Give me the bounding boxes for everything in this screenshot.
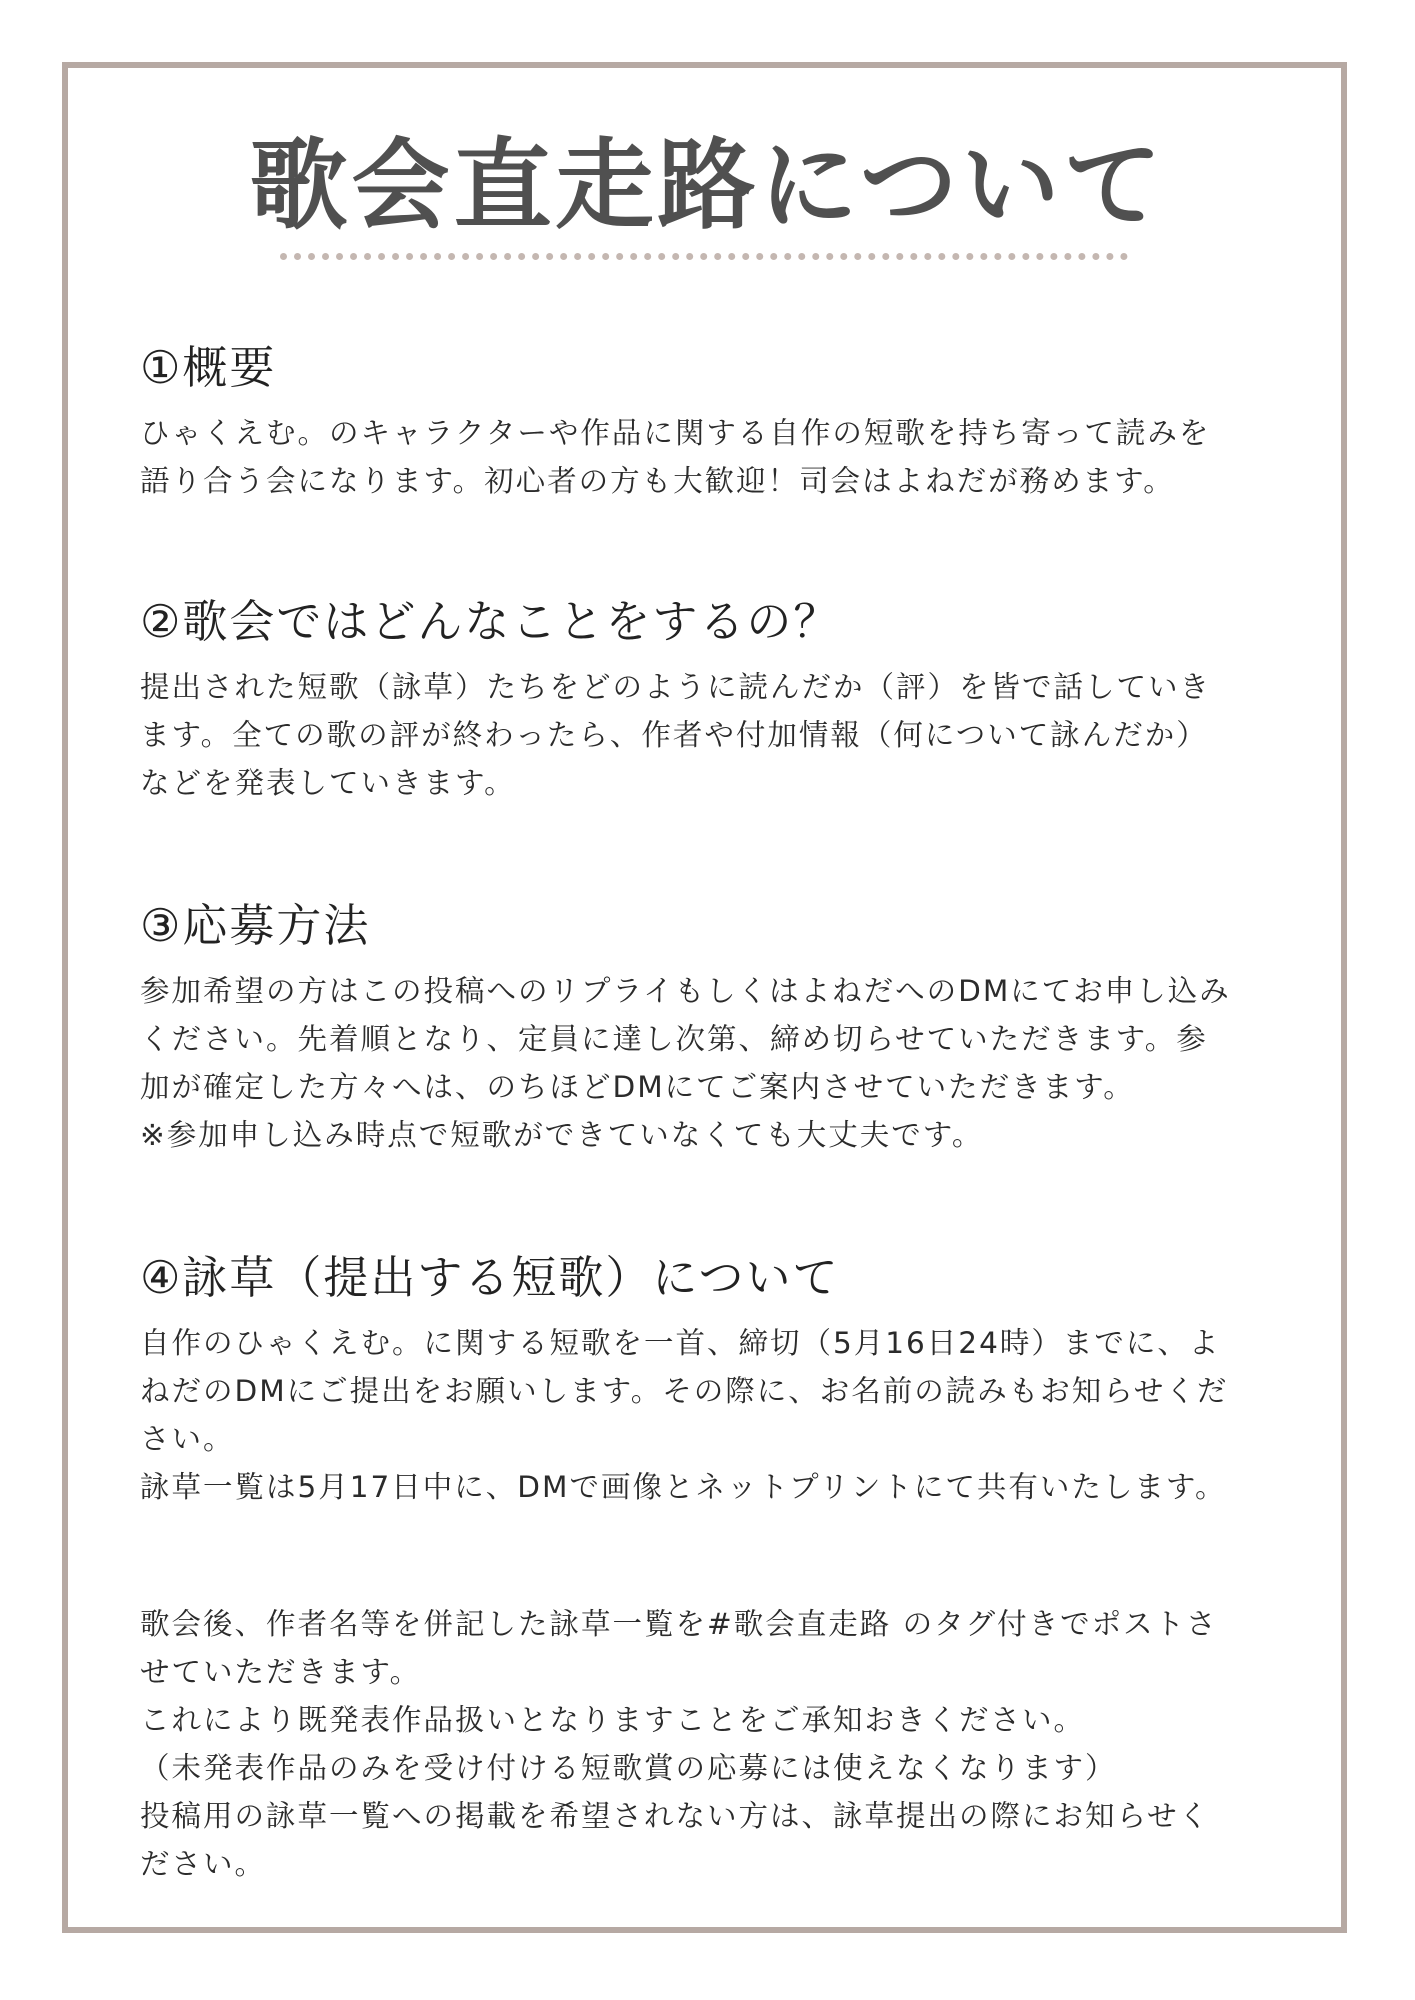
section-body — [140, 1600, 1260, 1888]
section-overview — [140, 338, 1260, 505]
body-line: 参加希望の方はこの投稿へのリプライもしくはよねだへのDMにてお申し込み — [140, 973, 1231, 1008]
body-line: 投稿用の詠草一覧への掲載を希望されない方は、詠草提出の際にお知らせく — [140, 1799, 1211, 1833]
section-heading: ④詠草（提出する短歌）について — [140, 1251, 840, 1304]
body-line: 自作のひゃくえむ。に関する短歌を一首、締切（5月16日24時）までに、よ — [140, 1325, 1221, 1360]
body-line: 歌会後、作者名等を併記した詠草一覧を#歌会直走路 のタグ付きでポストさ — [140, 1607, 1218, 1641]
body-line: ださい。 — [140, 1847, 267, 1881]
body-line: 加が確定した方々へは、のちほどDMにてご案内させていただきます。 — [140, 1069, 1135, 1104]
body-line: さい。 — [140, 1421, 235, 1456]
section-what-happens — [140, 592, 1260, 807]
body-line: （未発表作品のみを受け付ける短歌賞の応募には使えなくなります） — [140, 1751, 1117, 1785]
section-heading: ③応募方法 — [140, 899, 371, 952]
section-body — [140, 1319, 1260, 1511]
section-submission — [140, 1248, 1260, 1511]
section-body — [140, 663, 1260, 807]
body-line: 詠草一覧は5月17日中に、DMで画像とネットプリントにて共有いたします。 — [140, 1469, 1227, 1504]
body-line: ※参加申し込み時点で短歌ができていなくても大丈夫です。 — [140, 1117, 984, 1152]
body-line: せていただきます。 — [140, 1655, 422, 1689]
body-line: 語り合う会になります。初心者の方も大歓迎！司会はよねだが務めます。 — [140, 463, 1175, 498]
body-line: ひゃくえむ。のキャラクターや作品に関する自作の短歌を持ち寄って読みを — [140, 415, 1211, 450]
body-line: ください。先着順となり、定員に達し次第、締め切らせていただきます。参 — [140, 1021, 1208, 1056]
body-line: 提出された短歌（詠草）たちをどのように読んだか（評）を皆で話していき — [140, 669, 1212, 704]
section-heading: ②歌会ではどんなことをするの？ — [140, 595, 841, 648]
section-heading: ①概要 — [140, 341, 277, 394]
section-how-to-apply — [140, 896, 1260, 1159]
body-line: これにより既発表作品扱いとなりますことをご承知おきください。 — [140, 1703, 1086, 1737]
title-dotted-divider — [280, 253, 1128, 260]
body-line: などを発表していきます。 — [140, 765, 516, 800]
section-body — [140, 409, 1260, 505]
body-line: ねだのDMにご提出をお願いします。その際に、お名前の読みもお知らせくだ — [140, 1373, 1229, 1408]
page-title: 歌会直走路について — [249, 129, 1166, 243]
section-body — [140, 967, 1260, 1159]
section-after-notes — [140, 1600, 1260, 1888]
body-line: ます。全ての歌の評が終わったら、作者や付加情報（何について詠んだか） — [140, 717, 1208, 752]
